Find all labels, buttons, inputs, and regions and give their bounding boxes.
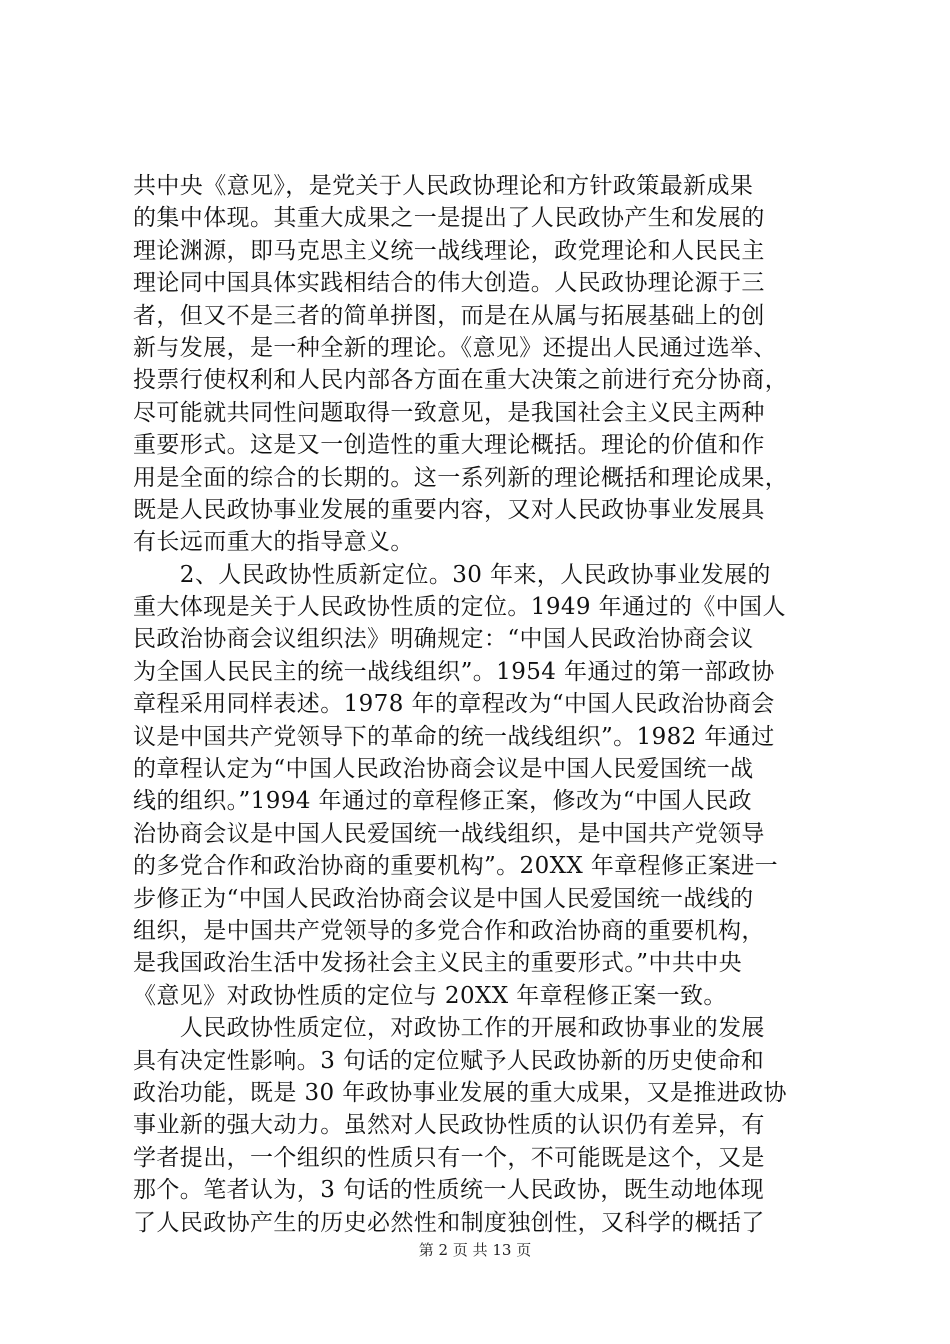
text-line: 的集中体现。其重大成果之一是提出了人民政协产生和发展的 bbox=[133, 205, 765, 232]
text-line: 事业新的强大动力。虽然对人民政协性质的认识仍有差异，有 bbox=[133, 1112, 765, 1139]
text-line: 组织，是中国共产党领导的多党合作和政治协商的重要机构， bbox=[133, 917, 765, 944]
text-line: 用是全面的综合的长期的。这一系列新的理论概括和理论成果， bbox=[133, 464, 789, 491]
text-line: 民政治协商会议组织法》明确规定：“中国人民政治协商会议 bbox=[133, 626, 754, 653]
text-line: 章程采用同样表述。1978 年的章程改为“中国人民政治协商会 bbox=[133, 691, 775, 718]
text-line: 投票行使权利和人民内部各方面在重大决策之前进行充分协商， bbox=[133, 367, 789, 394]
text-line: 有长远而重大的指导意义。 bbox=[133, 529, 414, 556]
text-line: 新与发展，是一种全新的理论。《意见》还提出人民通过选举、 bbox=[133, 334, 777, 361]
text-line: 尽可能就共同性问题取得一致意见，是我国社会主义民主两种 bbox=[133, 399, 765, 426]
text-line: 是我国政治生活中发扬社会主义民主的重要形式。”中共中央 bbox=[133, 950, 743, 977]
text-line: 具有决定性影响。3 句话的定位赋予人民政协新的历史使命和 bbox=[133, 1047, 765, 1074]
body-text bbox=[133, 170, 823, 1239]
page-footer bbox=[0, 1240, 950, 1260]
text-line: 治协商会议是中国人民爱国统一战线组织，是中国共产党领导 bbox=[133, 820, 765, 847]
text-line: 理论同中国具体实践相结合的伟大创造。人民政协理论源于三 bbox=[133, 270, 765, 297]
text-line: 的章程认定为“中国人民政治协商会议是中国人民爱国统一战 bbox=[133, 756, 754, 783]
text-line: 2、人民政协性质新定位。30 年来，人民政协事业发展的 bbox=[133, 561, 771, 588]
text-line: 学者提出，一个组织的性质只有一个，不可能既是这个，又是 bbox=[133, 1144, 765, 1171]
text-line: 了人民政协产生的历史必然性和制度独创性，又科学的概括了 bbox=[133, 1209, 765, 1236]
text-line: 议是中国共产党领导下的革命的统一战线组织”。1982 年通过 bbox=[133, 723, 775, 750]
text-line: 的多党合作和政治协商的重要机构”。20XX 年章程修正案进一 bbox=[133, 853, 779, 880]
text-line: 政治功能，既是 30 年政协事业发展的重大成果，又是推进政协 bbox=[133, 1079, 787, 1106]
text-line: 既是人民政协事业发展的重要内容，又对人民政协事业发展具 bbox=[133, 496, 765, 523]
text-line: 共中央《意见》，是党关于人民政协理论和方针政策最新成果 bbox=[133, 173, 754, 199]
text-line: 步修正为“中国人民政治协商会议是中国人民爱国统一战线的 bbox=[133, 885, 754, 912]
text-line: 重要形式。这是又一创造性的重大理论概括。理论的价值和作 bbox=[133, 432, 765, 459]
text-line: 重大体现是关于人民政协性质的定位。1949 年通过的《中国人 bbox=[133, 594, 786, 621]
text-line: 为全国人民民主的统一战线组织”。1954 年通过的第一部政协 bbox=[133, 658, 775, 685]
text-line: 者，但又不是三者的简单拼图，而是在从属与拓展基础上的创 bbox=[133, 302, 765, 329]
text-line: 《意见》对政协性质的定位与 20XX 年章程修正案一致。 bbox=[133, 982, 727, 1009]
text-line: 人民政协性质定位，对政协工作的开展和政协事业的发展 bbox=[133, 1015, 765, 1042]
text-line: 那个。笔者认为，3 句话的性质统一人民政协，既生动地体现 bbox=[133, 1177, 765, 1204]
page-number: 第 2 页 共 13 页 bbox=[418, 1241, 532, 1259]
text-line: 线的组织。”1994 年通过的章程修正案，修改为“中国人民政 bbox=[133, 788, 752, 815]
text-line: 理论渊源，即马克思主义统一战线理论，政党理论和人民民主 bbox=[133, 237, 765, 264]
